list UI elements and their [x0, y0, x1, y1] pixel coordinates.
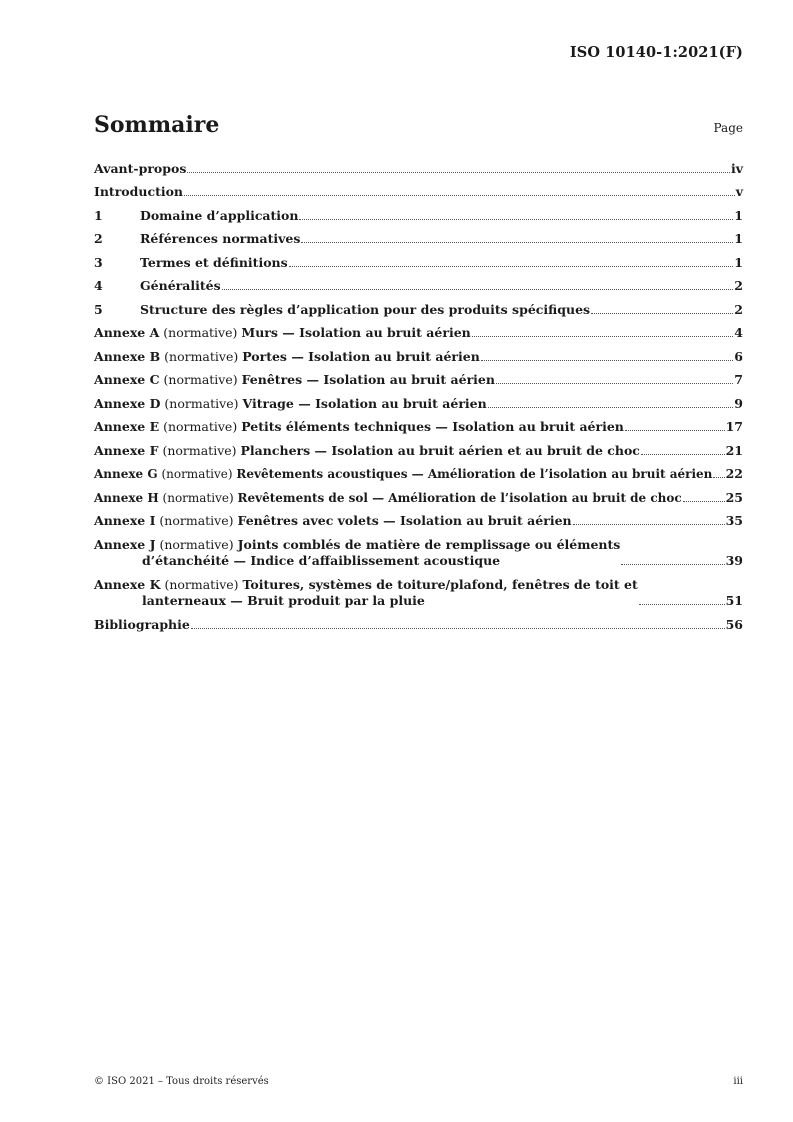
toc-entry-label-continued: lanterneaux — Bruit produit par la pluie [142, 593, 425, 608]
section-number: 1 [94, 207, 103, 223]
section-number: 5 [94, 301, 103, 317]
toc-entry-label: Structure des règles d’application pour des produits spécifiques [140, 301, 591, 317]
dot-leader [301, 242, 733, 243]
dot-leader [289, 266, 734, 267]
toc-entry-label: Murs — Isolation au bruit aérien [241, 325, 471, 340]
toc-entry-page: iv [730, 160, 743, 176]
copyright-notice: © ISO 2021 – Tous droits réservés [94, 1076, 269, 1087]
toc-entry-page: 2 [734, 278, 743, 293]
dot-leader [488, 407, 734, 408]
toc-entry-page: 22 [725, 466, 743, 481]
annex-id: Annexe B [94, 348, 161, 364]
dot-leader [481, 360, 733, 361]
toc-title-row [94, 112, 743, 138]
annex-type: (normative) [163, 325, 238, 340]
dot-leader [496, 383, 733, 384]
toc-entry-page: 7 [734, 372, 743, 387]
dot-leader [639, 604, 725, 605]
toc-entry-annex-e[interactable] [94, 412, 743, 436]
annex-id: Annexe F [94, 442, 159, 458]
annex-type: (normative) [163, 419, 238, 434]
toc-entry-label: Revêtements de sol — Amélioration de l’isolation au bruit de choc [237, 490, 682, 505]
toc-entry-label: Vitrage — Isolation au bruit aérien [242, 395, 487, 411]
toc-entry-page: 25 [725, 489, 743, 505]
toc-entry-label: Revêtements acoustiques — Amélioration de l’isolation au bruit aérien [236, 467, 713, 481]
toc-entry-annex-c[interactable] [94, 365, 743, 389]
toc-entry-page: v [735, 184, 743, 199]
toc-entry-annex-k[interactable] [94, 569, 743, 609]
annex-type: (normative) [159, 513, 234, 528]
toc-entry-page: 1 [734, 254, 743, 270]
table-of-contents [94, 153, 743, 633]
toc-entry-page: 56 [725, 616, 743, 632]
toc-entry-label: Avant-propos [94, 160, 187, 176]
dot-leader [191, 628, 725, 629]
annex-type: (normative) [164, 348, 239, 364]
toc-entry-page: 9 [734, 395, 743, 411]
dot-leader [641, 454, 725, 455]
toc-entry-label: Planchers — Isolation au bruit aérien et au bruit de choc [240, 442, 640, 458]
annex-type: (normative) [162, 442, 237, 458]
annex-type: (normative) [159, 537, 234, 552]
document-id: ISO 10140-1:2021(F) [569, 44, 743, 61]
toc-entry-annex-b[interactable] [94, 341, 743, 365]
dot-leader [683, 501, 725, 502]
page-title: Sommaire [94, 112, 220, 138]
page-number: iii [733, 1076, 743, 1087]
toc-entry-label: Termes et définitions [140, 254, 288, 270]
section-number: 2 [94, 231, 103, 246]
toc-entry-label: Portes — Isolation au bruit aérien [242, 348, 480, 364]
toc-entry-label-continued: d’étanchéité — Indice d’affaiblissement acoustique [142, 553, 501, 568]
toc-entry-label: Fenêtres — Isolation au bruit aérien [241, 372, 495, 387]
annex-id: Annexe G [94, 467, 158, 481]
annex-id: Annexe H [94, 490, 159, 505]
page-column-label: Page [713, 121, 743, 135]
dot-leader [222, 289, 734, 290]
toc-entry-label: Petits éléments techniques — Isolation au bruit aérien [241, 419, 624, 434]
dot-leader [591, 313, 733, 314]
section-number: 4 [94, 278, 103, 293]
toc-entry-annex-a[interactable] [94, 318, 743, 342]
annex-type: (normative) [164, 395, 239, 411]
toc-entry-annex-g[interactable] [94, 459, 743, 483]
toc-entry-section-4[interactable] [94, 271, 743, 295]
toc-entry-page: 6 [734, 348, 743, 364]
toc-entry-label: Toitures, systèmes de toiture/plafond, fenêtres de toit et [242, 577, 638, 592]
section-number: 3 [94, 254, 103, 270]
toc-entry-section-2[interactable] [94, 224, 743, 248]
toc-entry-page: 17 [725, 419, 743, 434]
toc-entry-page: 2 [734, 301, 743, 317]
annex-id: Annexe E [94, 419, 160, 434]
toc-entry-annex-j[interactable] [94, 529, 743, 569]
annex-id: Annexe C [94, 372, 160, 387]
dot-leader [625, 430, 725, 431]
toc-entry-annex-f[interactable] [94, 435, 743, 459]
dot-leader [573, 524, 725, 525]
toc-entry-annex-i[interactable] [94, 506, 743, 530]
annex-id: Annexe A [94, 325, 160, 340]
toc-entry-page: 1 [734, 207, 743, 223]
toc-entry-label: Généralités [140, 278, 221, 293]
toc-entry-section-3[interactable] [94, 247, 743, 271]
toc-entry-page: 21 [725, 442, 743, 458]
dot-leader [299, 219, 733, 220]
annex-type: (normative) [162, 490, 234, 505]
toc-entry-label: Introduction [94, 184, 184, 199]
toc-entry-bibliographie[interactable] [94, 609, 743, 633]
toc-entry-label: Fenêtres avec volets — Isolation au bruit aérien [237, 513, 572, 528]
toc-entry-avant-propos[interactable] [94, 153, 743, 177]
toc-entry-label: Bibliographie [94, 616, 190, 632]
dot-leader [621, 564, 724, 565]
toc-entry-annex-h[interactable] [94, 482, 743, 506]
dot-leader [187, 172, 730, 173]
toc-entry-annex-d[interactable] [94, 388, 743, 412]
dot-leader [472, 336, 734, 337]
annex-type: (normative) [164, 577, 239, 592]
toc-entry-page: 35 [725, 513, 743, 528]
annex-id: Annexe K [94, 577, 161, 592]
annex-type: (normative) [161, 467, 233, 481]
toc-entry-introduction[interactable] [94, 177, 743, 201]
toc-entry-page: 39 [725, 553, 743, 568]
dot-leader [713, 477, 724, 478]
annex-id: Annexe I [94, 513, 156, 528]
toc-entry-page: 4 [734, 325, 743, 340]
toc-entry-section-1[interactable] [94, 200, 743, 224]
toc-entry-label: Joints comblés de matière de remplissage ou éléments [237, 537, 621, 552]
toc-entry-page: 51 [725, 593, 743, 608]
toc-entry-label: Domaine d’application [140, 207, 299, 223]
annex-type: (normative) [163, 372, 238, 387]
annex-id: Annexe J [94, 537, 156, 552]
toc-entry-section-5[interactable] [94, 294, 743, 318]
toc-entry-label: Références normatives [140, 231, 301, 246]
page-footer [94, 1076, 743, 1087]
annex-id: Annexe D [94, 395, 161, 411]
dot-leader [184, 195, 735, 196]
toc-entry-page: 1 [734, 231, 743, 246]
